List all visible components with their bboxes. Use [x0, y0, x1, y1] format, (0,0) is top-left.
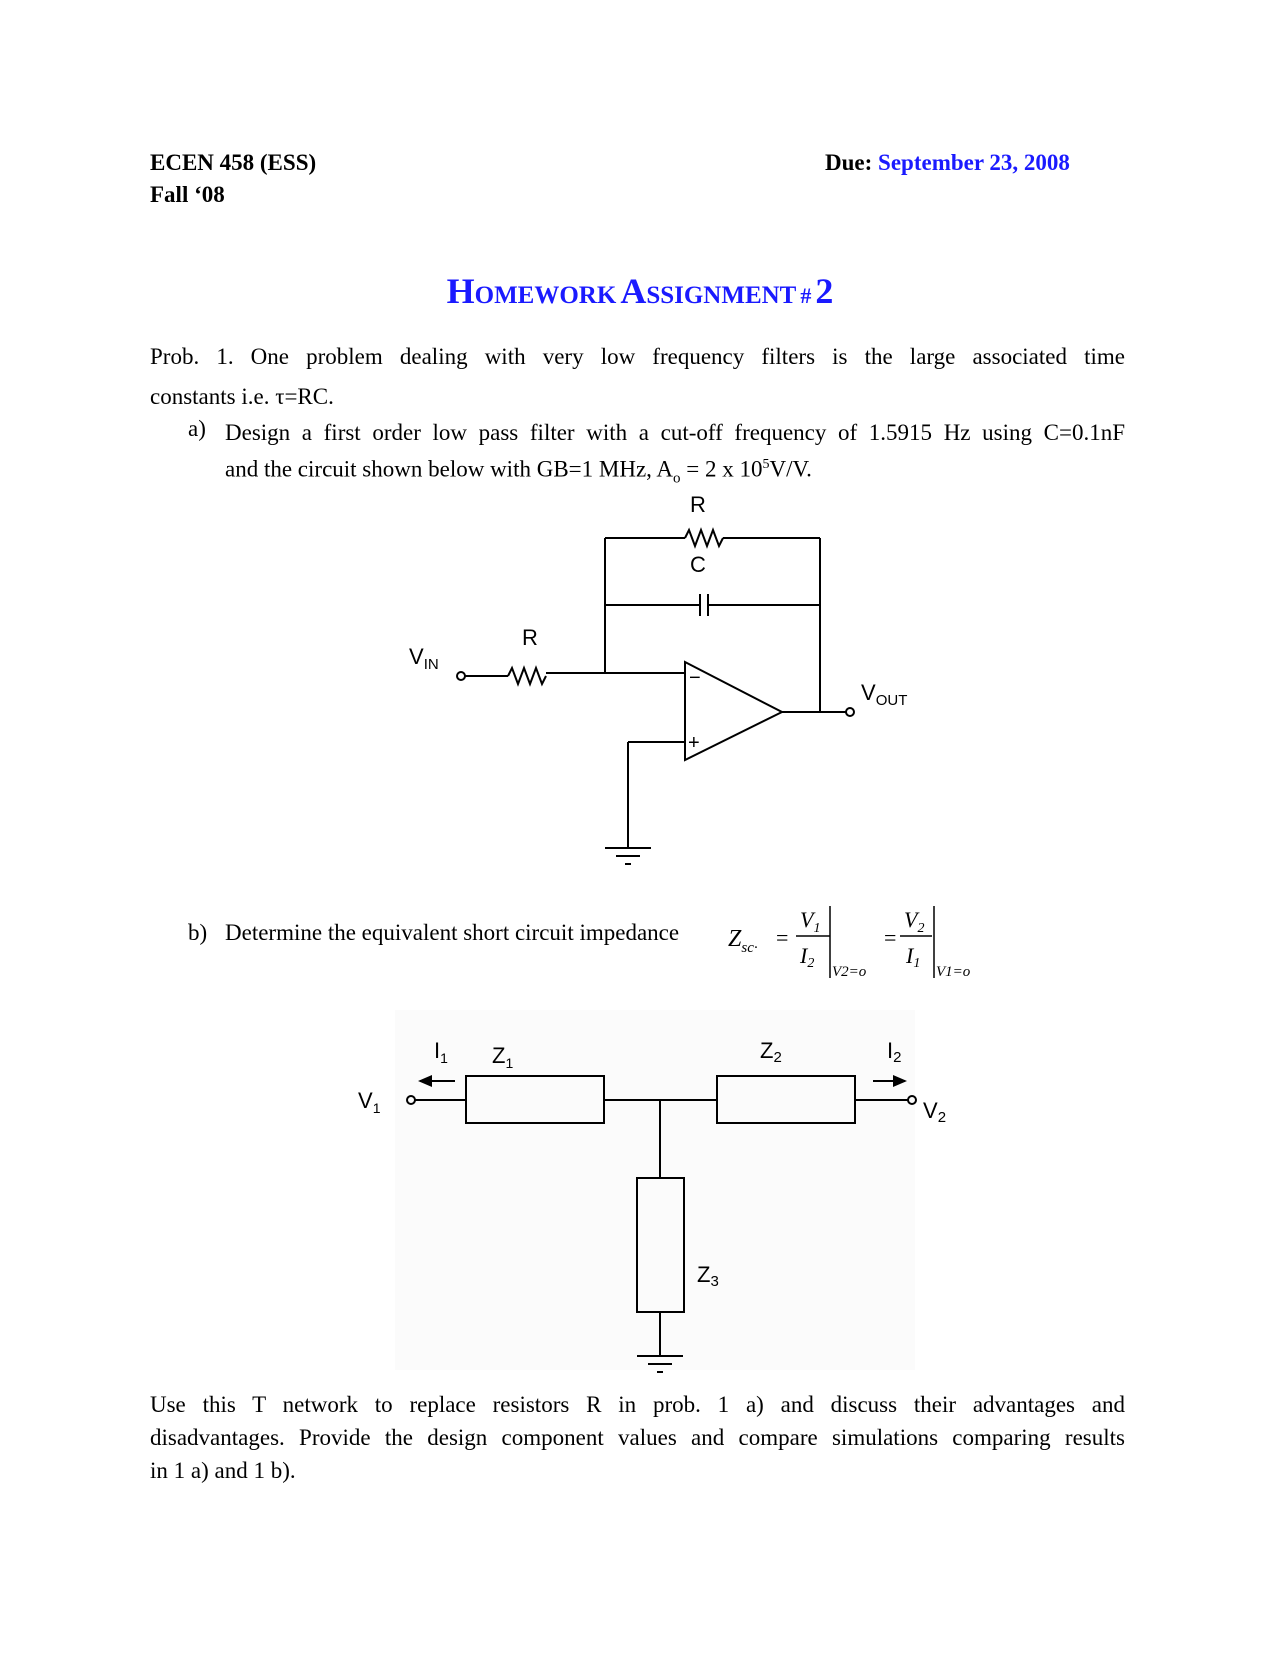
z3-label: Z3 [697, 1262, 719, 1290]
formula-z: $Z_{sc\cdot}$ [728, 926, 758, 956]
prob1-intro-line2: constants i.e. τ=RC. [150, 384, 334, 409]
v1-terminal [407, 1096, 415, 1104]
v2-label: V2 [923, 1098, 947, 1126]
formula-i2: I2 [800, 943, 815, 971]
z1-label: $Z_1$ [492, 1043, 514, 1071]
input-r-label: R [522, 625, 538, 650]
part-a-marker: a) [188, 416, 206, 441]
op-amp-minus: − [689, 667, 701, 689]
z3-box [637, 1178, 684, 1312]
formula-i1: I1 [906, 943, 921, 971]
part-a-line2: and the circuit shown below with GB=1 MHz, $A_o = 2$ x $10^5V/V$. [225, 456, 812, 487]
vin-label: $V_{IN}$ [409, 644, 439, 673]
closing-line1: Use this T network to replace resistors R in prob. 1 a) and discuss their advantages and [150, 1392, 1125, 1417]
i1-label: $I_1$ [434, 1038, 448, 1066]
i2-label: I2 [887, 1038, 902, 1066]
part-b-text: Determine the equivalent short circuit impedance [225, 920, 680, 945]
formula-v1: $V_1$ [800, 907, 821, 936]
formula-cond2: V1=o [936, 964, 971, 980]
vout-label: $V_{OUT}$ [861, 680, 908, 709]
feedback-c-label: C [690, 552, 706, 577]
formula-cond1: V2=o [832, 964, 867, 980]
prob1-intro-line1: Prob. 1. One problem dealing with very low frequency filters is the large associated time [150, 344, 1125, 369]
z2-box [717, 1076, 855, 1123]
closing-line3: in 1 a) and 1 b). [150, 1458, 296, 1483]
i2-arrow-head [893, 1075, 907, 1087]
page-title: HOMEWORK ASSIGNMENT # 2 [446, 271, 834, 311]
closing-line2: disadvantages. Provide the design component values and compare simulations comparing results [150, 1425, 1125, 1450]
v2-terminal [908, 1096, 916, 1104]
z1-box [466, 1076, 604, 1123]
formula-v2: $V_2$ [904, 907, 925, 936]
v1-label: $V_1$ [358, 1088, 381, 1116]
due-label: Due: [825, 150, 873, 175]
due-date: September 23, 2008 [878, 150, 1070, 175]
part-b-marker: b) [188, 920, 208, 945]
term: Fall ‘08 [150, 182, 225, 207]
i1-arrow-head [418, 1075, 432, 1087]
op-amp-plus: + [688, 732, 700, 754]
formula-eq2: = [884, 925, 897, 950]
formula-eq1: = [776, 925, 789, 950]
feedback-r-label: R [690, 492, 706, 517]
course-code: ECEN 458 (ESS) [150, 150, 317, 175]
part-a-line1: Design a first order low pass filter with a cut-off frequency of 1.5915 Hz using C=0.1nF [225, 420, 1125, 445]
z2-label: Z2 [760, 1038, 782, 1066]
